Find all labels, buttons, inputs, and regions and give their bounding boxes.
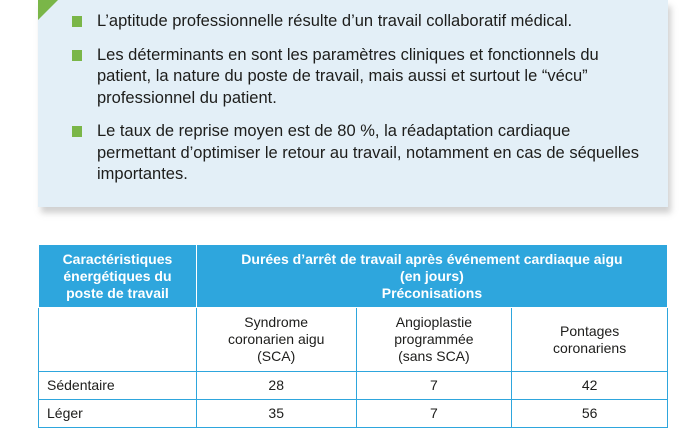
cell-angioplastie: 7 [356, 400, 512, 428]
row-header-cell [39, 245, 197, 308]
subheader-line: Pontages [560, 322, 620, 339]
row-header-line: Caractéristiques [62, 250, 173, 267]
main-header-cell [196, 245, 667, 308]
main-header-line: Préconisations [381, 284, 483, 301]
subheader-line: (SCA) [257, 348, 296, 364]
subheader-line: (sans SCA) [398, 348, 470, 364]
row-label: Sédentaire [39, 372, 197, 400]
table-row [39, 400, 668, 428]
cell-sca: 35 [196, 400, 356, 428]
main-header-line: (en jours) [400, 267, 464, 284]
subheader-cell-sca [196, 308, 356, 372]
subheader-line: coronariens [553, 339, 627, 356]
key-point-text: Le taux de reprise moyen est de 80 %, la réadaptation cardiaque permettant d’optimiser le retour au travail, notamment en cas de séquelles importantes. [97, 122, 640, 183]
main-header-line: Durées d’arrêt de travail après événement cardiaque aigu [241, 250, 623, 267]
row-header-line: énergétiques du [63, 267, 172, 284]
empty-cell [39, 308, 197, 372]
subheader-line: programmée [394, 331, 474, 347]
subheader-line: Syndrome [244, 314, 309, 330]
subheader-line: Angioplastie [395, 314, 473, 330]
key-point-text: L’aptitude professionnelle résulte d’un travail collaboratif médical. [97, 12, 573, 30]
row-label: Léger [39, 400, 197, 428]
key-point [72, 11, 652, 33]
key-point [72, 45, 652, 110]
subheader-cell-angioplastie [356, 308, 512, 372]
durations-table [38, 244, 668, 428]
cell-sca: 28 [196, 372, 356, 400]
key-point [72, 121, 652, 186]
subheader-line: coronarien aigu [227, 331, 325, 347]
key-point-text: Les déterminants en sont les paramètres cliniques et fonctionnels du patient, la nature du poste de travail, mais aussi et surtout le “vécu” professionnel du patient. [97, 45, 599, 107]
cell-pontages: 42 [512, 372, 668, 400]
cell-pontages: 56 [512, 400, 668, 428]
bullet-square-icon [72, 50, 82, 61]
cell-angioplastie: 7 [356, 372, 512, 400]
row-header-line: poste de travail [66, 284, 169, 301]
subheader-cell-pontages [512, 308, 668, 372]
corner-tab [38, 0, 58, 20]
bullet-square-icon [72, 126, 82, 137]
table-header-row [39, 245, 668, 308]
bullet-square-icon [72, 16, 82, 27]
key-points-list [72, 11, 652, 198]
table-subheader-row [39, 308, 668, 372]
table-row [39, 372, 668, 400]
